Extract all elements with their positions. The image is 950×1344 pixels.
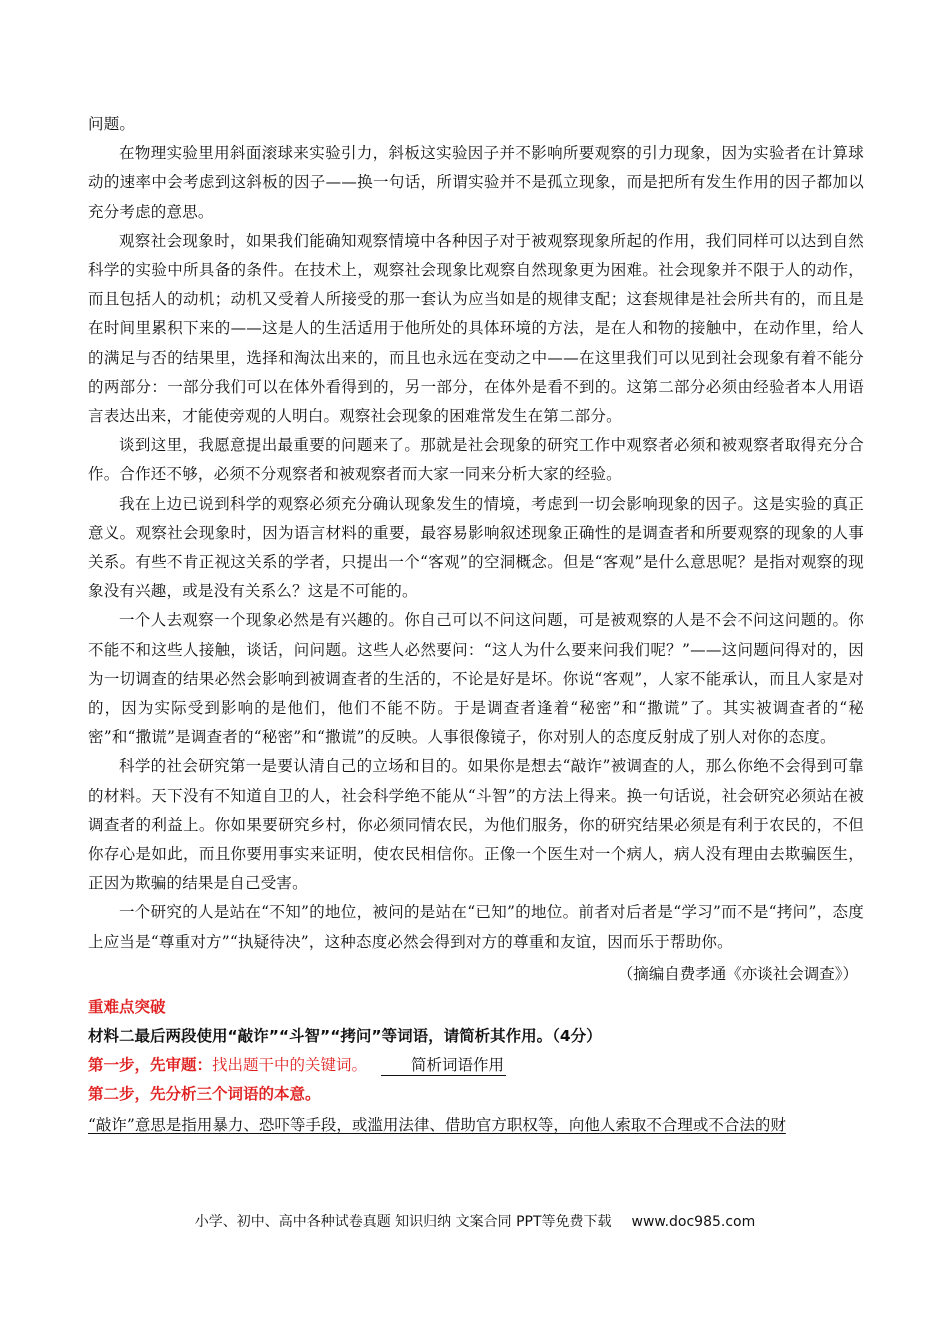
step-two	[88, 1080, 864, 1109]
footer-url[interactable]: www.doc985.com	[631, 1214, 756, 1230]
article-paragraph: 一个人去观察一个现象必然是有兴趣的。你自己可以不问这问题，可是被观察的人是不会不问这问题的。你不能不和这些人接触，谈话，问问题。这些人必然要问：“这人为什么要来问我们呢？”——这问题问得对的，因为一切调查的结果必然会影响到被调查者的生活的，不论是好是坏。你说“客观”，人家不能承认，而且人家是对的，因为实际受到影响的是他们，他们不能不防。于是调查者逢着“秘密”和“撒谎”了。其实被调查者的“秘密”和“撒谎”是调查者的“秘密”和“撒谎”的反映。人事很像镜子，你对别人的态度反射成了别人对你的态度。	[88, 611, 864, 747]
article-paragraph-continuation: 问题。	[88, 115, 136, 133]
article-paragraph: 谈到这里，我愿意提出最重要的问题来了。那就是社会现象的研究工作中观察者必须和被观察者取得充分合作。合作还不够，必须不分观察者和被观察者而大家一同来分析大家的经验。	[88, 436, 864, 484]
document-page	[88, 110, 864, 1139]
step-two-answer-line: “敲诈”意思是指用暴力、恐吓等手段，或滥用法律、借助官方职权等，向他人索取不合理或不合法的财	[88, 1115, 786, 1134]
question-text: 材料二最后两段使用“敲诈”“斗智”“拷问”等词语，请简析其作用。（4分）	[88, 1026, 602, 1045]
footer-text: 小学、初中、高中各种试卷真题 知识归纳 文案合同 PPT等免费下载	[194, 1214, 612, 1230]
step-two-label: 第二步，先分析三个词语的本意。	[88, 1084, 321, 1103]
article-paragraph: 在物理实验里用斜面滚球来实验引力，斜板这实验因子并不影响所要观察的引力现象，因为实验者在计算球动的速率中会考虑到这斜板的因子——换一句话，所谓实验并不是孤立现象，而是把所有发生作用的因子都加以充分考虑的意思。	[88, 144, 864, 221]
step-one-answer: 简析词语作用	[381, 1055, 506, 1076]
article-paragraph: 一个研究的人是站在“不知”的地位，被问的是站在“已知”的地位。前者对后者是“学习”而不是“拷问”，态度上应当是“尊重对方”“执疑待决”，这种态度必然会得到对方的尊重和友谊，因而乐于帮助你。	[88, 903, 864, 951]
article-paragraph: 观察社会现象时，如果我们能确知观察情境中各种因子对于被观察现象所起的作用，我们同样可以达到自然科学的实验中所具备的条件。在技术上，观察社会现象比观察自然现象更为困难。社会现象并不限于人的动作，而且包括人的动机；动机又受着人所接受的那一套认为应当如是的规律支配；这套规律是社会所共有的，而且是在时间里累积下来的——这是人的生活适用于他所处的具体环境的方法，是在人和物的接触中，在动作里，给人的满足与否的结果里，选择和淘汰出来的，而且也永远在变动之中——在这里我们可以见到社会现象有着不能分的两部分：一部分我们可以在体外看得到的，另一部分，在体外是看不到的。这第二部分必须由经验者本人用语言表达出来，才能使旁观的人明白。观察社会现象的困难常发生在第二部分。	[88, 231, 864, 426]
step-one	[88, 1051, 864, 1080]
article-paragraph: 我在上边已说到科学的观察必须充分确认现象发生的情境，考虑到一切会影响现象的因子。这是实验的真正意义。观察社会现象时，因为语言材料的重要，最容易影响叙述现象正确性的是调查者和所要观察的现象的人事关系。有些不肯正视这关系的学者，只提出一个“客观”的空洞概念。但是“客观”是什么意思呢？是指对观察的现象没有兴趣，或是没有关系么？这是不可能的。	[88, 494, 864, 601]
section-title: 重难点突破	[88, 997, 166, 1016]
article-source-citation: （摘编自费孝通《亦谈社会调查》）	[617, 964, 858, 983]
step-one-instruction: 找出题干中的关键词。	[212, 1055, 368, 1074]
page-footer	[0, 1210, 950, 1234]
step-one-label: 第一步，先审题：	[88, 1055, 213, 1074]
article-paragraph: 科学的社会研究第一是要认清自己的立场和目的。如果你是想去“敲诈”被调查的人，那么你绝不会得到可靠的材料。天下没有不知道自卫的人，社会科学绝不能从“斗智”的方法上得来。换一句话说，社会研究必须站在被调查者的利益上。你如果要研究乡村，你必须同情农民，为他们服务，你的研究结果必须是有利于农民的，不但你存心是如此，而且你要用事实来证明，使农民相信你。正像一个医生对一个病人，病人没有理由去欺骗医生，正因为欺骗的结果是自己受害。	[88, 757, 864, 893]
